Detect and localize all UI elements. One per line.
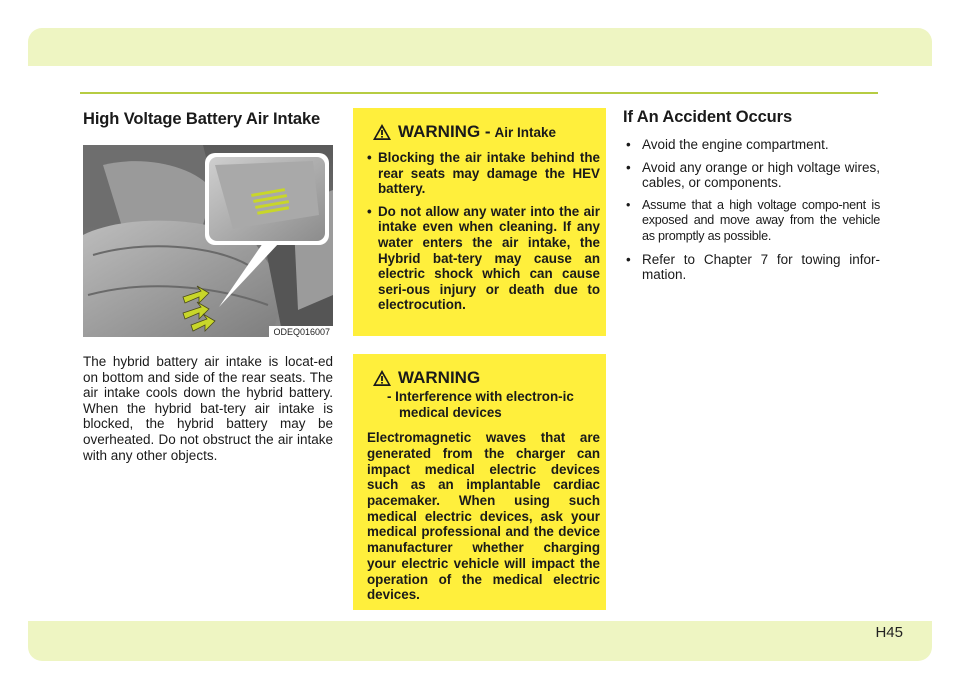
warning-header	[367, 122, 600, 142]
list-item: • Do not allow any water into the air intake even when cleaning. If any water enters the air intake, the Hybrid bat-tery may cause an electric shock which can cause seri-ous injury or death due to electrocution.	[367, 204, 600, 313]
warning-triangle-icon	[372, 123, 392, 141]
warning-box-medical-devices	[353, 354, 606, 610]
list-item: • Refer to Chapter 7 for towing infor-mation.	[623, 252, 880, 283]
air-intake-description: The hybrid battery air intake is locat-ed on bottom and side of the rear seats. The air intake cools down the hybrid battery. When the hybrid bat-tery air intake is blocked, the hybrid battery may be overheated. Do not obstruct the air intake with any other objects.	[83, 354, 333, 463]
list-item: • Assume that a high voltage compo-nent is exposed and move away from the vehicle as promptly as possible.	[623, 198, 880, 245]
warning-label: WARNING	[398, 368, 481, 387]
rear-seat-photo	[83, 145, 333, 337]
image-code: ODEQ016007	[269, 326, 333, 337]
warning-box-air-intake	[353, 108, 606, 336]
section-heading-air-intake: High Voltage Battery Air Intake	[83, 110, 321, 128]
list-item: • Avoid any orange or high voltage wires, cables, or components.	[623, 160, 880, 191]
list-item: • Blocking the air intake behind the rear seats may damage the HEV battery.	[367, 150, 600, 197]
rear-seat-illustration	[83, 145, 333, 337]
right-column	[623, 108, 880, 290]
page-number: H45	[875, 624, 903, 641]
section-heading-accident: If An Accident Occurs	[623, 108, 793, 126]
warning-list	[367, 150, 600, 313]
left-column	[83, 108, 333, 463]
warning-label: WARNING -	[398, 122, 491, 141]
warning-body: Electromagnetic waves that are generated from the charger can impact medical electric devices such as an implantable cardiac pacemaker. When using such medical electric devices, ask your medical professional and the device manufacturer whether charging your electric vehicle will impact the operation of the medical electric devices.	[367, 430, 600, 603]
warning-triangle-icon	[372, 369, 392, 387]
accident-list	[623, 137, 880, 283]
list-item: • Avoid the engine compartment.	[623, 137, 880, 153]
warning-subtitle: Air Intake	[494, 124, 557, 140]
warning-header	[367, 368, 600, 388]
warning-subtitle: - Interference with electron-ic medical devices	[387, 389, 574, 420]
header-rule	[80, 92, 878, 94]
